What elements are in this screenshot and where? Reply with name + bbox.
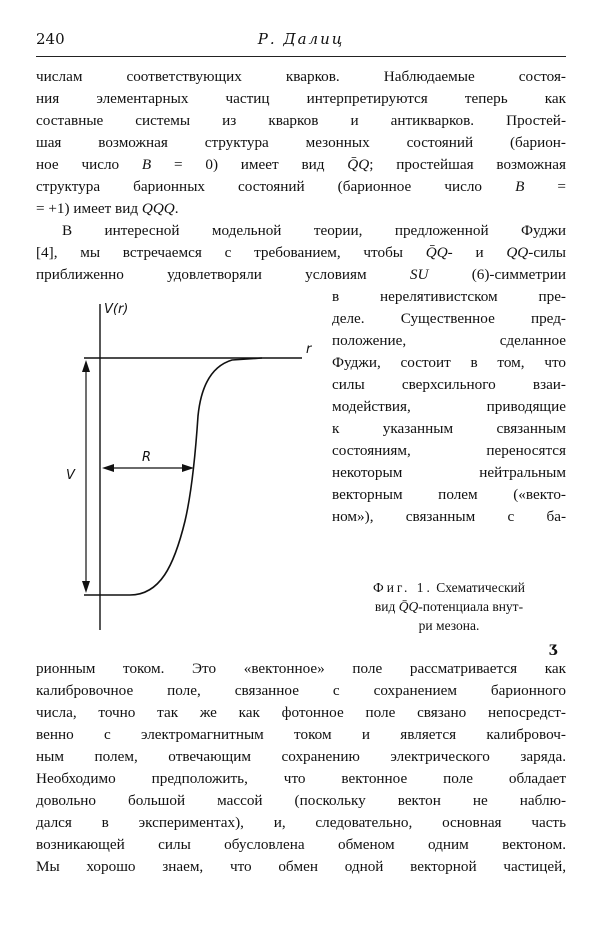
side-text-line: состояниям, переносятся — [332, 442, 566, 459]
running-head: Р. Далиц — [257, 30, 345, 48]
math-symbol: QQ — [506, 244, 529, 261]
side-text-line: модействия, приводящие — [332, 398, 566, 415]
side-text-line: векторным полем («векто- — [332, 486, 566, 503]
text-line: ное число B = 0) имеет вид Q̄Q; простейшая возможная — [36, 156, 567, 173]
y-axis-label: V(r) — [104, 302, 129, 317]
figure-number: Фиг. 1. — [373, 580, 433, 595]
text-line: ния элементарных частиц интерпретируются теперь как — [36, 90, 566, 107]
side-text-line: деле. Существенное пред- — [332, 310, 566, 327]
side-text-line: в нерелятивистском пре- — [332, 288, 566, 305]
text-line: числам соответствующих кварков. Наблюдаемые состоя- — [36, 68, 566, 85]
text-line: [4], мы встречаемся с требованием, чтобы Q̄Q- и QQ-силы — [36, 244, 566, 261]
math-symbol: B — [515, 178, 525, 195]
figure-caption-line: ри мезона. — [418, 618, 480, 633]
side-text-line: силы сверхсильного взаи- — [332, 376, 566, 393]
depth-label: V — [66, 468, 75, 483]
margin-mark: ʒ — [549, 640, 557, 656]
side-text-line: к указанным связанным — [332, 420, 566, 437]
text-line: довольно большой массой (поскольку вектон не наблю- — [36, 792, 566, 809]
math-symbol: B — [141, 156, 152, 173]
math-symbol: SU — [409, 266, 429, 283]
page-header — [36, 30, 566, 52]
range-label: R — [142, 450, 152, 465]
page-number: 240 — [36, 30, 65, 48]
range-arrow-left-head — [102, 464, 114, 472]
text-line: Необходимо предположить, что вектонное поле обладает — [36, 770, 566, 787]
figure-caption-line: Фиг. 1. Схематический — [373, 580, 525, 595]
side-text-line: Фуджи, состоит в том, что — [332, 354, 566, 371]
text-line: структура барионных состояний (барионное число B = — [36, 178, 566, 195]
text-line: = +1) имеет вид QQQ. — [36, 200, 179, 217]
text-line: венно с электромагнитным током и является калибровоч- — [36, 726, 566, 743]
side-text-line: положение, сделанное — [332, 332, 566, 349]
text-line: возникающей силы обусловлена обменом одним вектоном. — [36, 836, 566, 853]
text-line: дался в экспериментах), и, следовательно, основная часть — [36, 814, 566, 831]
potential-curve — [84, 358, 262, 595]
text-line: шая возможная структура мезонных состояний (барион- — [36, 134, 566, 151]
potential-figure — [66, 296, 330, 636]
x-axis-label: r — [306, 342, 312, 357]
side-text-line: некоторым нейтральным — [332, 464, 566, 481]
potential-diagram — [70, 296, 330, 636]
side-text-line: ном»), связанным с ба- — [332, 508, 566, 525]
math-symbol: Q̄Q — [398, 599, 419, 614]
depth-arrow-top-head — [82, 360, 90, 372]
math-symbol: Q̄Q — [347, 156, 370, 173]
math-symbol: QQQ — [141, 200, 175, 217]
range-arrow-right-head — [182, 464, 194, 472]
figure-caption-line: вид Q̄Q-потенциала внут- — [374, 599, 524, 614]
header-rule — [36, 56, 566, 57]
text-line: калибровочное поле, связанное с сохранением барионного — [36, 682, 566, 699]
text-line: приближенно удовлетворяли условиям SU (6)-симметрии — [36, 266, 566, 283]
text-line: В интересной модельной теории, предложенной Фуджи — [62, 222, 566, 239]
depth-arrow-bottom-head — [82, 581, 90, 593]
text-line: числа, точно так же как фотонное поле связано непосредст- — [36, 704, 566, 721]
math-symbol: Q̄Q — [425, 244, 448, 261]
text-line: Мы хорошо знаем, что обмен одной векторной частицей, — [36, 858, 566, 875]
text-line: ным полем, отвечающим сохранению электрического заряда. — [36, 748, 566, 765]
text-line: рионным током. Это «вектонное» поле рассматривается как — [36, 660, 566, 677]
text-line: составные системы из кварков и антикварков. Простей- — [36, 112, 566, 129]
